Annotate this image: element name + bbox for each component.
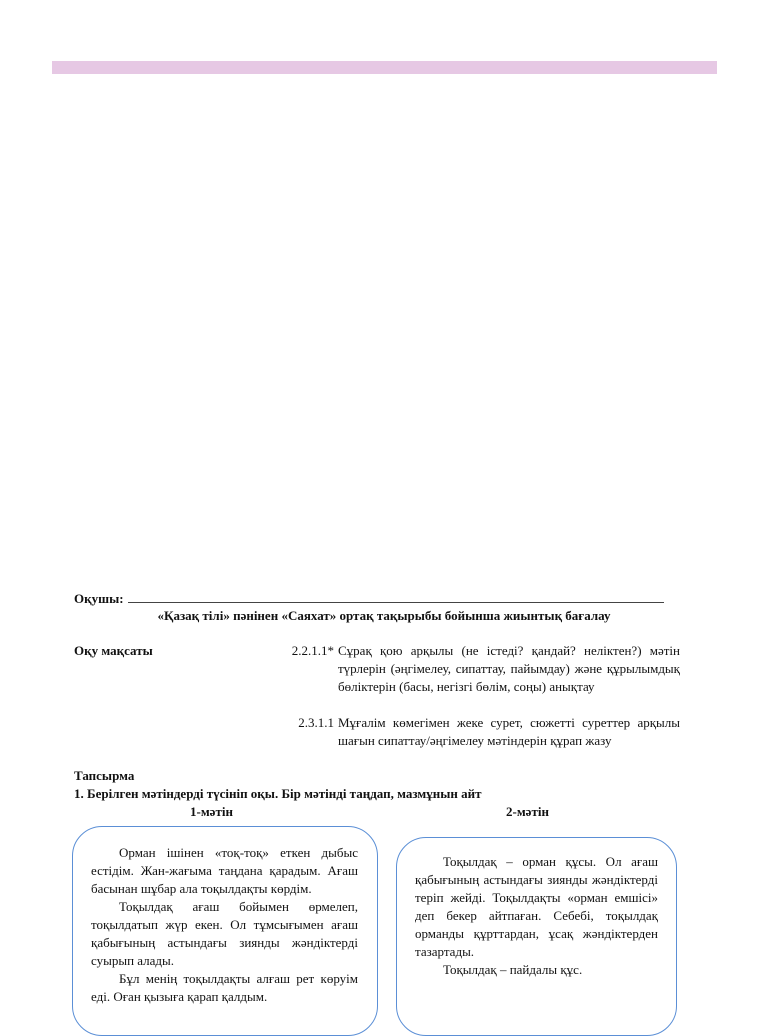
task-instruction: 1. Берілген мәтіндерді түсініп оқы. Бір мәтінді таңдап, мазмұнын айт — [74, 786, 482, 801]
goal-code: 2.2.1.1* — [291, 643, 334, 658]
text-1-label: 1-мәтін — [190, 804, 233, 819]
student-label: Оқушы: — [74, 591, 124, 606]
student-field — [74, 589, 664, 608]
text-2-box — [396, 837, 677, 1036]
text-2-paragraph: Тоқылдақ – орман құсы. Ол ағаш қабығының астындағы зиянды жәндіктерді теріп жейді. Тоқылдақты «орман емшісі» деп бекер айтпаған. Себебі, тоқылдақ орманды құрттардан, ұсақ жәндіктерден тазартады. — [415, 854, 658, 959]
text-2-label: 2-мәтін — [506, 804, 549, 819]
goal-text: Мұғалім көмегімен жеке сурет, сюжетті суреттер арқылы шағын сипаттау/әңгімелеу мәтіндерін құрап жазу — [338, 715, 680, 748]
student-name-line — [128, 589, 664, 603]
goal-code: 2.3.1.1 — [298, 715, 334, 730]
document-title: «Қазақ тілі» пәнінен «Саяхат» ортақ тақырыбы бойынша жиынтық бағалау — [157, 608, 611, 623]
goal-text: Сұрақ қою арқылы (не істеді? қандай? неліктен?) мәтін түрлерін (әңгімелеу, сипаттау, пайымдау) және құрылымдық бөліктерін (басы, негізгі бөлім, соңы) анықтау — [338, 643, 680, 694]
text-1-paragraph: Бұл менің тоқылдақты алғаш рет көруім еді. Оған қызыға қарап қалдым. — [91, 971, 358, 1004]
text-1-paragraph: Орман ішінен «тоқ-тоқ» еткен дыбыс естідім. Жан-жағыма таңдана қарадым. Ағаш басынан шұбар ала тоқылдақты көрдім. — [91, 845, 358, 896]
text-1-paragraph: Тоқылдақ ағаш бойымен өрмелеп, тоқылдатып жүр екен. Ол тұмсығымен ағаш қабығының астындағы зиянды жәндіктерді суырып алады. — [91, 899, 358, 968]
text-2-paragraph: Тоқылдақ – пайдалы құс. — [443, 962, 583, 977]
task-heading: Тапсырма — [74, 768, 135, 783]
header-decoration-bar — [52, 61, 717, 74]
text-1-box — [72, 826, 378, 1036]
learning-goal-label: Оқу мақсаты — [74, 643, 153, 658]
